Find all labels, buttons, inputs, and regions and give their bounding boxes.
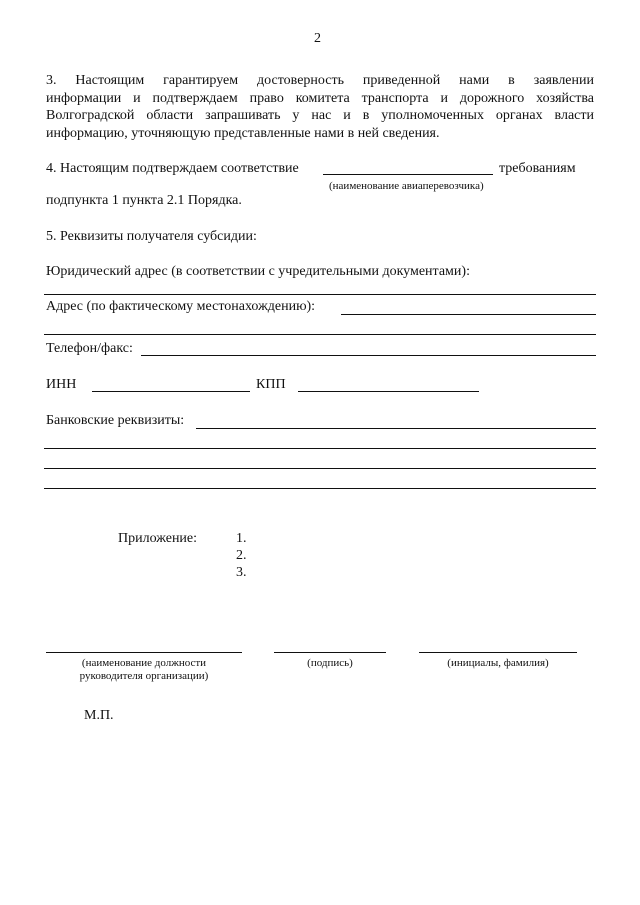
bank-details-label: Банковские реквизиты:: [46, 413, 185, 428]
paragraph-conformity-continuation: подпункта 1 пункта 2.1 Порядка.: [46, 193, 242, 208]
signature-caption: (подпись): [307, 657, 353, 669]
position-caption-line2: руководителя организации): [79, 670, 209, 682]
position-field[interactable]: [46, 652, 242, 653]
signature-field[interactable]: [274, 652, 386, 653]
position-caption-line1: (наименование должности: [81, 657, 207, 669]
carrier-name-caption: (наименование авиаперевозчика): [329, 180, 484, 192]
name-caption: (инициалы, фамилия): [447, 657, 549, 669]
phone-fax-field[interactable]: [141, 355, 596, 356]
inn-field[interactable]: [92, 391, 250, 392]
paragraph-line: Волгоградской области запрашивать у нас и в уполномоченных органах власти: [46, 108, 594, 123]
paragraph-conformity-end: требованиям: [499, 161, 576, 176]
appendix-item: 3.: [236, 565, 247, 580]
actual-address-field-line2[interactable]: [44, 334, 596, 335]
kpp-field[interactable]: [298, 391, 479, 392]
phone-fax-label: Телефон/факс:: [46, 341, 133, 356]
bank-details-field-line3[interactable]: [44, 468, 596, 469]
bank-details-field[interactable]: [196, 428, 596, 429]
bank-details-field-line2[interactable]: [44, 448, 596, 449]
name-field[interactable]: [419, 652, 577, 653]
legal-address-label: Юридический адрес (в соответствии с учредительными документами):: [46, 264, 470, 279]
paragraph-line: информации и подтверждаем право комитета транспорта и дорожного хозяйства: [46, 90, 594, 106]
appendix-label: Приложение:: [118, 531, 198, 546]
page-number: 2: [314, 31, 321, 46]
carrier-name-field[interactable]: [323, 174, 493, 175]
stamp-label: М.П.: [84, 708, 114, 723]
appendix-item: 2.: [236, 548, 247, 563]
appendix-item: 1.: [236, 531, 247, 546]
paragraph-line: 3. Настоящим гарантируем достоверность приведенной нами в заявлении: [46, 73, 594, 88]
legal-address-field[interactable]: [44, 294, 596, 295]
actual-address-label: Адрес (по фактическому местонахождению):: [46, 299, 316, 314]
kpp-label: КПП: [256, 377, 286, 392]
actual-address-field[interactable]: [341, 314, 596, 315]
bank-details-field-line4[interactable]: [44, 488, 596, 489]
paragraph-guarantee: [46, 72, 594, 142]
recipient-details-title: 5. Реквизиты получателя субсидии:: [46, 229, 257, 244]
inn-label: ИНН: [46, 377, 77, 392]
paragraph-line: информацию, уточняющую представленные нами в ней сведения.: [46, 125, 440, 141]
paragraph-conformity-start: 4. Настоящим подтверждаем соответствие: [46, 161, 299, 176]
